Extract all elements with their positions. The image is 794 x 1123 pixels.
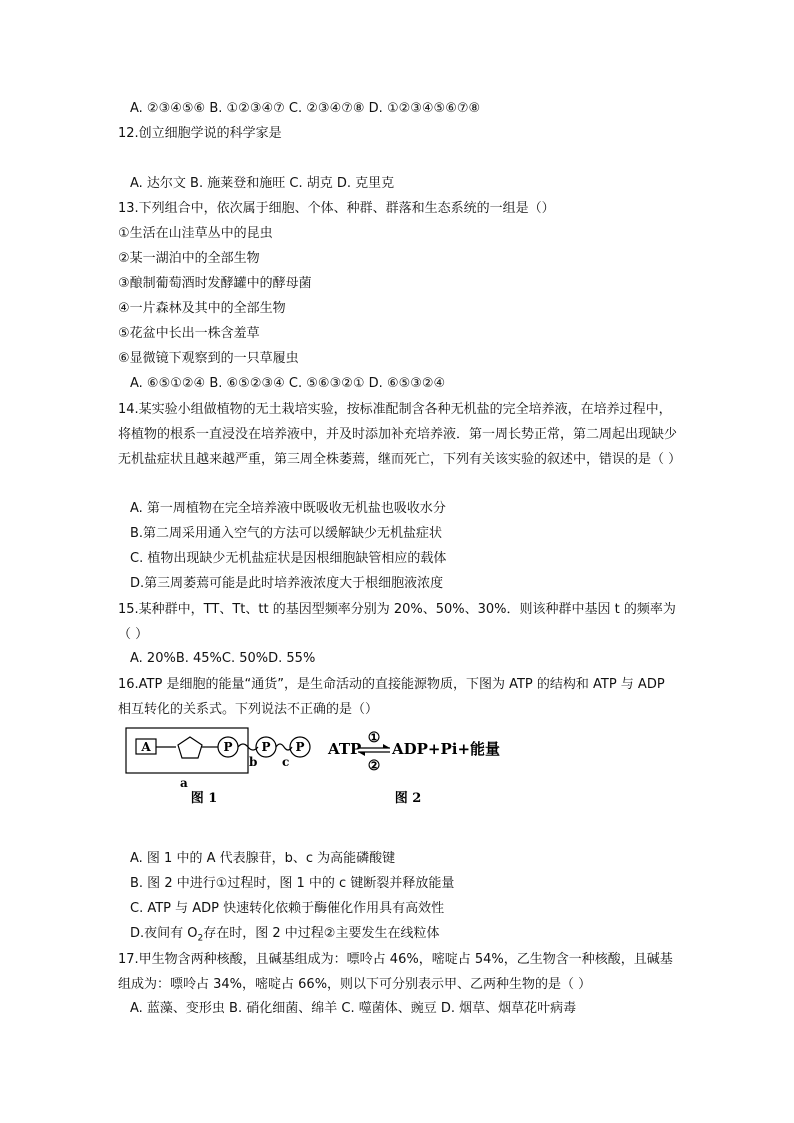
eq-process-2: ② <box>367 758 381 774</box>
q11-options: A. ②③④⑤⑥ B. ①②③④⑦ C. ②③④⑦⑧ D. ①②③④⑤⑥⑦⑧ <box>130 101 481 116</box>
q16-stem: 16.ATP 是细胞的能量“通货”，是生命活动的直接能源物质，下图为 ATP 的结构和 ATP 与 ADP 相互转化的关系式。下列说法不正确的是（） <box>118 677 665 717</box>
q13-item-6: ⑥显微镜下观察到的一只草履虫 <box>118 351 299 366</box>
q15-options: A. 20%B. 45%C. 50%D. 55% <box>130 651 316 666</box>
q17-options: A. 蓝藻、变形虫 B. 硝化细菌、绵羊 C. 噬菌体、豌豆 D. 烟草、烟草花叶病毒 <box>130 1001 577 1016</box>
q14-option-d: D.第三周萎蔫可能是此时培养液浓度大于根细胞液浓度 <box>130 576 444 591</box>
ribose-pentagon <box>178 737 202 758</box>
q12-stem: 12.创立细胞学说的科学家是 <box>118 126 282 141</box>
q15-stem: 15.某种群中，TT、Tt、tt 的基因型频率分别为 20%、50%、30%．则该种群中基因 t 的频率为（ ） <box>118 602 676 642</box>
eq-products: ADP+Pi+能量 <box>392 740 501 758</box>
q13-stem: 13.下列组合中，依次属于细胞、个体、种群、群落和生态系统的一组是（） <box>118 201 555 216</box>
adenine-label: A <box>141 740 151 754</box>
figure-1-caption: 图 1 <box>190 791 218 806</box>
q14-option-a: A. 第一周植物在完全培养液中既吸收无机盐也吸收水分 <box>130 501 446 516</box>
eq-atp: ATP <box>328 740 362 758</box>
q14-option-b: B.第二周采用通入空气的方法可以缓解缺少无机盐症状 <box>130 526 443 541</box>
q12-options: A. 达尔文 B. 施莱登和施旺 C. 胡克 D. 克里克 <box>130 176 395 191</box>
q13-item-4: ④一片森林及其中的全部生物 <box>118 301 286 316</box>
q16-option-d: D.夜间有 $O_2$存在时，图 2 中过程②主要发生在线粒体 <box>130 926 440 944</box>
q14-stem: 14.某实验小组做植物的无土栽培实验，按标准配制含各种无机盐的完全培养液，在培养过程中，将植物的根系一直浸没在培养液中，并及时添加补充培养液．第一周长势正常，第二周起出现缺少无机盐症状且越来越严重，第三周全株萎蔫，继而死亡，下列有关该实验的叙述中，错误的是（ ） <box>118 402 682 467</box>
svg-text:P: P <box>261 740 271 754</box>
atp-figure <box>118 720 538 810</box>
label-b: b <box>249 755 258 769</box>
q16-option-b: B. 图 2 中进行①过程时，图 1 中的 c 键断裂并释放能量 <box>130 876 455 891</box>
q13-item-2: ②某一湖泊中的全部生物 <box>118 251 260 266</box>
q14-option-c: C. 植物出现缺少无机盐症状是因根细胞缺管相应的载体 <box>130 551 447 566</box>
label-c: c <box>282 755 290 769</box>
q13-item-1: ①生活在山洼草丛中的昆虫 <box>118 226 273 241</box>
svg-text:P: P <box>223 740 233 754</box>
q16-option-c: C. ATP 与 ADP 快速转化依赖于酶催化作用具有高效性 <box>130 901 445 916</box>
q17-stem: 17.甲生物含两种核酸，且碱基组成为：嘌呤占 46%，嘧啶占 54%，乙生物含一种核酸，且碱基组成为：嘌呤占 34%，嘧啶占 66%，则以下可分别表示甲、乙两种生物的是（ ） <box>118 952 673 992</box>
q13-item-3: ③酿制葡萄酒时发酵罐中的酵母菌 <box>118 276 312 291</box>
q13-options: A. ⑥⑤①②④ B. ⑥⑤②③④ C. ⑤⑥③②① D. ⑥⑤③②④ <box>130 376 446 391</box>
q16-option-a: A. 图 1 中的 A 代表腺苷，b、c 为高能磷酸键 <box>130 851 396 866</box>
figure-2-caption: 图 2 <box>394 791 422 806</box>
svg-text:P: P <box>295 740 305 754</box>
label-a: a <box>180 776 188 790</box>
q13-item-5: ⑤花盆中长出一株含羞草 <box>118 326 260 341</box>
eq-process-1: ① <box>367 730 381 746</box>
